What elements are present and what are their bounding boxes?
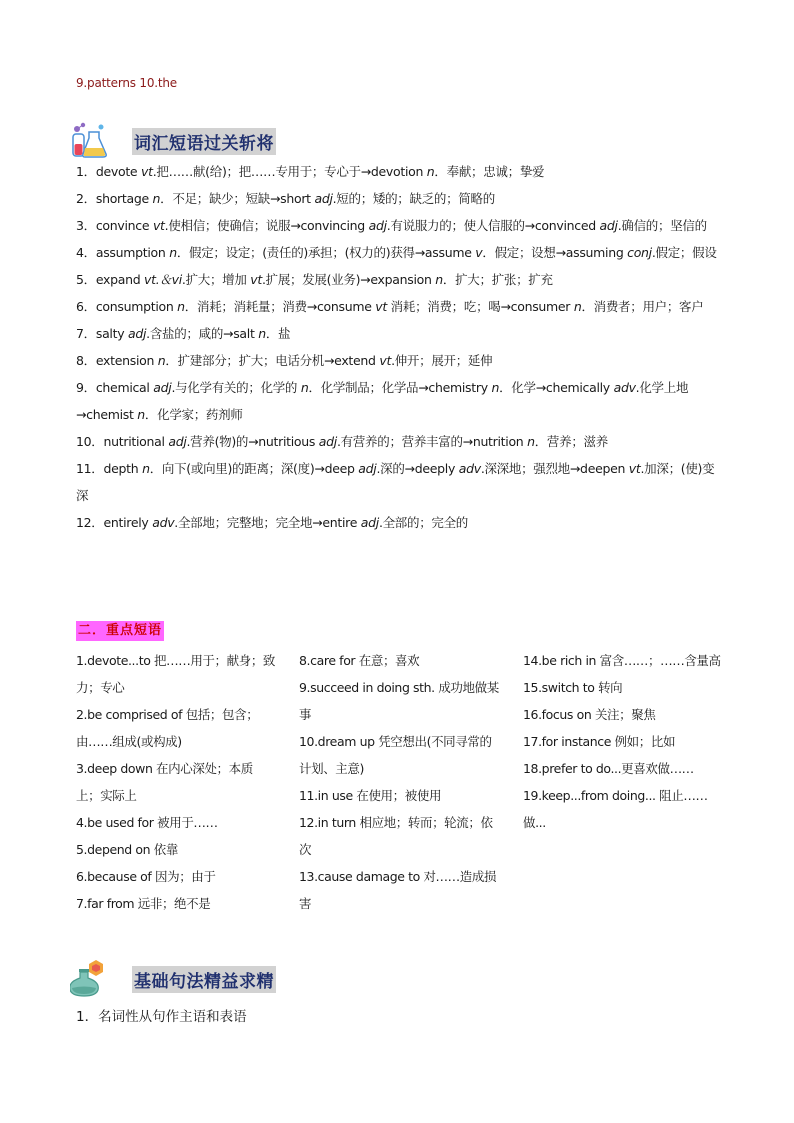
part-of-speech: adj [127, 326, 147, 341]
phrase-item: 5.depend on 依靠 [76, 842, 178, 857]
part-of-speech: n [137, 407, 145, 422]
vocab-text: 6．consumption [76, 299, 178, 314]
part-of-speech: n [142, 461, 150, 476]
part-of-speech: adv [613, 380, 636, 395]
part-of-speech: n [152, 191, 161, 206]
vocab-text: .含盐的；咸的→salt [146, 326, 259, 341]
vocab-text: 消耗；消费；吃；喝→consumer [387, 299, 574, 314]
vocab-item [76, 374, 722, 428]
phrase-item: 3.deep down 在内心深处；本质上；实际上 [76, 761, 253, 803]
part-of-speech: vt [379, 353, 392, 368]
vocab-text: .化学上地→chemist [76, 380, 689, 422]
phrase-item: 6.because of 因为；由于 [76, 869, 216, 884]
part-of-speech: n [300, 380, 309, 395]
part-of-speech: adj [368, 218, 387, 233]
vocab-text: 4．assumption [76, 245, 170, 260]
vocab-text: .扩大；增加 [181, 272, 251, 287]
section-title: 基础句法精益求精 [132, 966, 276, 993]
phrase-item: 18.prefer to do...更喜欢做…… [523, 761, 694, 776]
phrase-item: 14.be rich in 富含……；……含量高 [523, 653, 721, 668]
vocab-text: ．化学家；药剂师 [144, 407, 243, 422]
vocab-text: .有营养的；营养丰富的→nutrition [336, 434, 528, 449]
vocab-item [76, 455, 722, 509]
part-of-speech: adj [168, 434, 187, 449]
grammar-item: 1．名词性从句作主语和表语 [76, 1009, 247, 1025]
part-of-speech: adj [358, 461, 377, 476]
phrase-column-2 [299, 647, 499, 917]
phrase-item: 1.devote...to 把……用于；献身；致力；专心 [76, 653, 276, 695]
vocab-text: .营养(物)的→nutritious [186, 434, 319, 449]
phrase-column-3 [523, 647, 723, 836]
part-of-speech: n [573, 299, 582, 314]
vocab-text: .深深地；强烈地→deepen [480, 461, 629, 476]
vocab-text: .加深；(使)变深 [76, 461, 715, 503]
phrase-item: 19.keep...from doing... 阻止……做... [523, 788, 708, 830]
vocab-item [76, 509, 722, 536]
part-of-speech: adj [153, 380, 172, 395]
phrase-item: 11.in use 在使用；被使用 [299, 788, 442, 803]
vocab-text: ．不足；缺少；短缺→short [160, 191, 315, 206]
vocab-text: ．盐 [265, 326, 291, 341]
vocab-item [76, 347, 722, 374]
vocab-item [76, 239, 722, 266]
part-of-speech: adj [599, 218, 618, 233]
vocab-text: .伸开；展开；延伸 [391, 353, 493, 368]
part-of-speech: vt [628, 461, 641, 476]
part-of-speech: adj [360, 515, 379, 530]
vocab-item [76, 158, 722, 185]
vocab-item [76, 185, 722, 212]
phrase-item: 10.dream up 凭空想出(不同寻常的计划、主意) [299, 734, 492, 776]
section-title: 词汇短语过关斩将 [132, 128, 276, 155]
answer-line: 9.patterns 10.the [76, 76, 177, 90]
vocab-text: ．扩建部分；扩大；电话分机→extend [165, 353, 380, 368]
phrase-item: 4.be used for 被用于…… [76, 815, 218, 830]
part-of-speech: n [157, 353, 166, 368]
phrase-item: 2.be comprised of 包括；包含；由……组成(或构成) [76, 707, 259, 749]
vocab-text: ．扩大；扩张；扩充 [442, 272, 553, 287]
vocab-text: .使相信；使确信；说服→convincing [164, 218, 369, 233]
vocab-text: 3．convince [76, 218, 153, 233]
phrase-column-1 [76, 647, 276, 917]
part-of-speech: v [475, 245, 483, 260]
phrase-item: 12.in turn 相应地；转而；轮流；依次 [299, 815, 493, 857]
vocab-item [76, 266, 722, 293]
vocab-text: 12．entirely [76, 515, 153, 530]
part-of-speech: vt [250, 272, 262, 287]
part-of-speech: vt [375, 299, 387, 314]
part-of-speech: adv [458, 461, 481, 476]
vocab-text: ．假定；设定；(责任的)承担；(权力的)获得→assume [176, 245, 476, 260]
vocab-item [76, 212, 722, 239]
vocab-text: ．消费者；用户；客户 [581, 299, 704, 314]
part-of-speech: n [258, 326, 266, 341]
key-phrases-heading: 二．重点短语 [76, 621, 164, 641]
vocab-text: .短的；矮的；缺乏的；简略的 [332, 191, 495, 206]
vocab-text: 2．shortage [76, 191, 153, 206]
phrase-item: 15.switch to 转向 [523, 680, 623, 695]
phrase-item: 7.far from 远非；绝不是 [76, 896, 211, 911]
vocab-text: 7．salty [76, 326, 128, 341]
phrase-item: 13.cause damage to 对……造成损害 [299, 869, 497, 911]
part-of-speech: vt.＆vi [144, 272, 182, 287]
part-of-speech: adv [152, 515, 175, 530]
vocab-text: .确信的；坚信的 [617, 218, 707, 233]
part-of-speech: n [426, 164, 435, 179]
part-of-speech: n [435, 272, 443, 287]
vocab-text: .全部地；完整地；完全地→entire [174, 515, 361, 530]
vocab-text: .全部的；完全的 [378, 515, 469, 530]
part-of-speech: n [169, 245, 177, 260]
lab-flask-icon [70, 120, 110, 160]
phrase-item: 17.for instance 例如；比如 [523, 734, 676, 749]
vocab-text: .与化学有关的；化学的 [171, 380, 301, 395]
vocab-text: .把……献(给)；把……专用于；专心于→devotion [152, 164, 427, 179]
part-of-speech: n [177, 299, 185, 314]
vocab-text: .有说服力的；使人信服的→convinced [386, 218, 600, 233]
vocab-text: .扩展；发展(业务)→expansion [261, 272, 436, 287]
vocabulary-list [76, 158, 722, 536]
vocab-text: 5．expand [76, 272, 145, 287]
vocab-text: 8．extension [76, 353, 158, 368]
part-of-speech: adj [318, 434, 337, 449]
vocab-text: ．假定；设想→assuming [482, 245, 628, 260]
part-of-speech: n [527, 434, 535, 449]
vocab-item [76, 428, 722, 455]
part-of-speech: vt [152, 218, 165, 233]
vocab-text: ．化学制品；化学品→chemistry [308, 380, 492, 395]
phrase-item: 8.care for 在意；喜欢 [299, 653, 420, 668]
vocab-text: 11．depth [76, 461, 143, 476]
vocab-text: ．营养；滋养 [534, 434, 608, 449]
vocab-item [76, 293, 722, 320]
vocab-text: ．消耗；消耗量；消费→consume [184, 299, 376, 314]
part-of-speech: n [491, 380, 500, 395]
beaker-hexagon-icon [70, 958, 110, 998]
vocab-text: 10．nutritional [76, 434, 169, 449]
part-of-speech: conj [627, 245, 652, 260]
vocab-text: ．奉献；忠诚；挚爱 [434, 164, 545, 179]
vocab-item [76, 320, 722, 347]
part-of-speech: vt [141, 164, 153, 179]
vocab-text: .深的→deeply [376, 461, 459, 476]
part-of-speech: adj [314, 191, 333, 206]
vocab-text: ．向下(或向里)的距离；深(度)→deep [149, 461, 359, 476]
vocab-text: 1．devote [76, 164, 141, 179]
vocab-text: 9．chemical [76, 380, 154, 395]
vocab-text: ．化学→chemically [499, 380, 614, 395]
phrase-item: 16.focus on 关注；聚焦 [523, 707, 656, 722]
vocab-text: .假定；假设 [651, 245, 717, 260]
phrase-item: 9.succeed in doing sth. 成功地做某事 [299, 680, 499, 722]
